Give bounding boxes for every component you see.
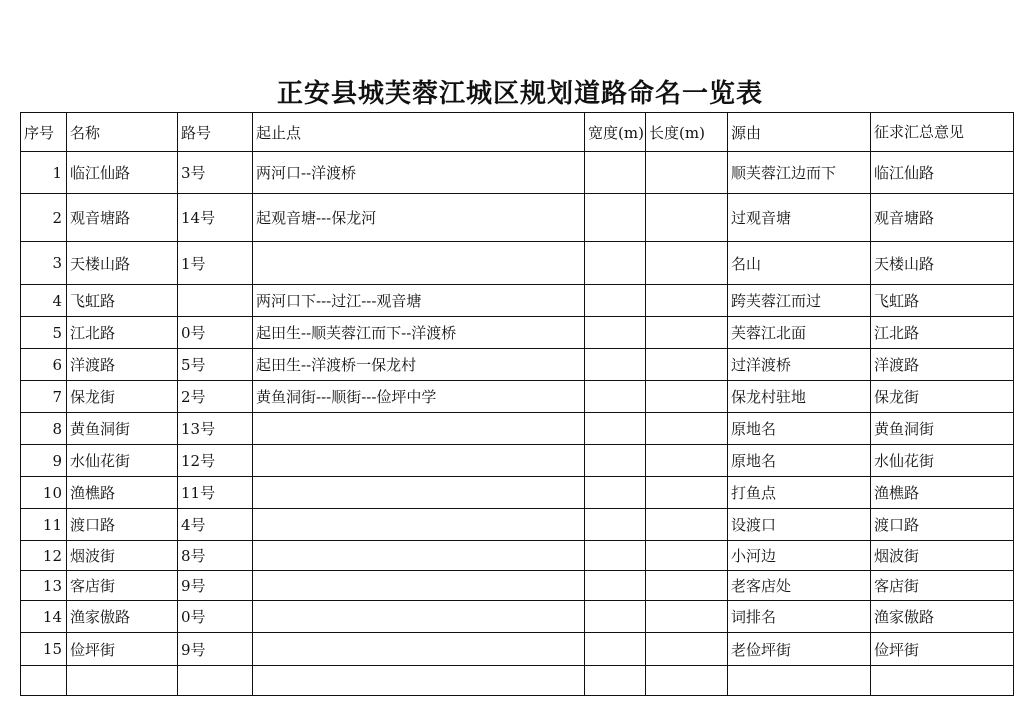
span-cell bbox=[253, 666, 585, 696]
table-row bbox=[21, 601, 1014, 633]
table-row bbox=[21, 349, 1014, 381]
span-cell: 起田生--洋渡桥一保龙村 bbox=[253, 349, 585, 381]
table-row bbox=[21, 509, 1014, 541]
page-title: 正安县城芙蓉江城区规划道路命名一览表 bbox=[276, 79, 763, 109]
origin-cell: 过观音塘 bbox=[728, 194, 871, 242]
span-cell bbox=[253, 509, 585, 541]
road-name-cell: 渡口路 bbox=[67, 509, 178, 541]
road-number-cell bbox=[178, 666, 253, 696]
table-header-row bbox=[21, 113, 1014, 152]
origin-cell: 跨芙蓉江而过 bbox=[728, 285, 871, 317]
table-row bbox=[21, 633, 1014, 666]
road-number-cell bbox=[178, 285, 253, 317]
length-cell bbox=[646, 242, 728, 285]
length-cell bbox=[646, 381, 728, 413]
span-cell: 两河口--洋渡桥 bbox=[253, 152, 585, 194]
road-number-cell: 14号 bbox=[178, 194, 253, 242]
row-no-cell: 10 bbox=[21, 477, 67, 509]
table-row bbox=[21, 152, 1014, 194]
width-cell bbox=[585, 349, 646, 381]
header-cell-origin: 源由 bbox=[728, 113, 871, 152]
width-cell bbox=[585, 445, 646, 477]
origin-cell: 名山 bbox=[728, 242, 871, 285]
road-name-cell: 保龙街 bbox=[67, 381, 178, 413]
road-number-cell: 9号 bbox=[178, 571, 253, 601]
length-cell bbox=[646, 601, 728, 633]
header-cell-no: 序号 bbox=[21, 113, 67, 152]
road-number-cell: 1号 bbox=[178, 242, 253, 285]
opinion-cell bbox=[871, 666, 1014, 696]
road-name-cell: 黄鱼洞街 bbox=[67, 413, 178, 445]
road-name-cell: 烟波街 bbox=[67, 541, 178, 571]
road-name-cell: 飞虹路 bbox=[67, 285, 178, 317]
span-cell bbox=[253, 571, 585, 601]
row-no-cell: 2 bbox=[21, 194, 67, 242]
origin-cell: 老客店处 bbox=[728, 571, 871, 601]
width-cell bbox=[585, 285, 646, 317]
length-cell bbox=[646, 285, 728, 317]
road-number-cell: 4号 bbox=[178, 509, 253, 541]
width-cell bbox=[585, 509, 646, 541]
row-no-cell: 6 bbox=[21, 349, 67, 381]
span-cell bbox=[253, 601, 585, 633]
table-row bbox=[21, 571, 1014, 601]
length-cell bbox=[646, 413, 728, 445]
width-cell bbox=[585, 413, 646, 445]
road-name-cell bbox=[67, 666, 178, 696]
row-no-cell: 4 bbox=[21, 285, 67, 317]
table-row bbox=[21, 194, 1014, 242]
road-number-cell: 9号 bbox=[178, 633, 253, 666]
opinion-cell: 观音塘路 bbox=[871, 194, 1014, 242]
road-name-cell: 江北路 bbox=[67, 317, 178, 349]
opinion-cell: 洋渡路 bbox=[871, 349, 1014, 381]
span-cell: 起观音塘---保龙河 bbox=[253, 194, 585, 242]
road-name-cell: 俭坪街 bbox=[67, 633, 178, 666]
span-cell: 起田生--顺芙蓉江而下--洋渡桥 bbox=[253, 317, 585, 349]
opinion-cell: 烟波街 bbox=[871, 541, 1014, 571]
width-cell bbox=[585, 242, 646, 285]
road-number-cell: 0号 bbox=[178, 601, 253, 633]
length-cell bbox=[646, 509, 728, 541]
length-cell bbox=[646, 541, 728, 571]
width-cell bbox=[585, 194, 646, 242]
origin-cell: 过洋渡桥 bbox=[728, 349, 871, 381]
opinion-cell: 渔家傲路 bbox=[871, 601, 1014, 633]
width-cell bbox=[585, 571, 646, 601]
width-cell bbox=[585, 381, 646, 413]
origin-cell: 老俭坪街 bbox=[728, 633, 871, 666]
span-cell bbox=[253, 477, 585, 509]
origin-cell: 芙蓉江北面 bbox=[728, 317, 871, 349]
span-cell bbox=[253, 445, 585, 477]
header-cell-length: 长度(m) bbox=[646, 113, 728, 152]
road-naming-table bbox=[20, 112, 1014, 696]
header-cell-name: 名称 bbox=[67, 113, 178, 152]
row-no-cell: 14 bbox=[21, 601, 67, 633]
row-no-cell: 11 bbox=[21, 509, 67, 541]
span-cell bbox=[253, 633, 585, 666]
span-cell: 两河口下---过江---观音塘 bbox=[253, 285, 585, 317]
opinion-cell: 飞虹路 bbox=[871, 285, 1014, 317]
span-cell bbox=[253, 541, 585, 571]
width-cell bbox=[585, 477, 646, 509]
road-name-cell: 客店街 bbox=[67, 571, 178, 601]
table-row bbox=[21, 242, 1014, 285]
road-number-cell: 2号 bbox=[178, 381, 253, 413]
road-number-cell: 0号 bbox=[178, 317, 253, 349]
width-cell bbox=[585, 152, 646, 194]
origin-cell: 小河边 bbox=[728, 541, 871, 571]
table-row bbox=[21, 317, 1014, 349]
opinion-cell: 水仙花街 bbox=[871, 445, 1014, 477]
opinion-cell: 天楼山路 bbox=[871, 242, 1014, 285]
road-number-cell: 13号 bbox=[178, 413, 253, 445]
origin-cell: 原地名 bbox=[728, 413, 871, 445]
width-cell bbox=[585, 541, 646, 571]
road-name-cell: 洋渡路 bbox=[67, 349, 178, 381]
table-row bbox=[21, 666, 1014, 696]
width-cell bbox=[585, 601, 646, 633]
opinion-cell: 俭坪街 bbox=[871, 633, 1014, 666]
header-cell-span: 起止点 bbox=[253, 113, 585, 152]
row-no-cell bbox=[21, 666, 67, 696]
span-cell bbox=[253, 242, 585, 285]
opinion-cell: 黄鱼洞街 bbox=[871, 413, 1014, 445]
length-cell bbox=[646, 477, 728, 509]
header-cell-width: 宽度(m) bbox=[585, 113, 646, 152]
width-cell bbox=[585, 633, 646, 666]
road-name-cell: 观音塘路 bbox=[67, 194, 178, 242]
opinion-cell: 客店街 bbox=[871, 571, 1014, 601]
opinion-cell: 渡口路 bbox=[871, 509, 1014, 541]
width-cell bbox=[585, 666, 646, 696]
row-no-cell: 5 bbox=[21, 317, 67, 349]
table-row bbox=[21, 413, 1014, 445]
road-name-cell: 临江仙路 bbox=[67, 152, 178, 194]
road-name-cell: 水仙花街 bbox=[67, 445, 178, 477]
opinion-cell: 保龙街 bbox=[871, 381, 1014, 413]
origin-cell: 词排名 bbox=[728, 601, 871, 633]
span-cell bbox=[253, 413, 585, 445]
length-cell bbox=[646, 633, 728, 666]
table-row bbox=[21, 477, 1014, 509]
origin-cell: 顺芙蓉江边而下 bbox=[728, 152, 871, 194]
length-cell bbox=[646, 571, 728, 601]
road-number-cell: 5号 bbox=[178, 349, 253, 381]
length-cell bbox=[646, 445, 728, 477]
origin-cell: 设渡口 bbox=[728, 509, 871, 541]
road-name-cell: 渔家傲路 bbox=[67, 601, 178, 633]
opinion-cell: 渔樵路 bbox=[871, 477, 1014, 509]
row-no-cell: 3 bbox=[21, 242, 67, 285]
road-number-cell: 12号 bbox=[178, 445, 253, 477]
table-row bbox=[21, 445, 1014, 477]
header-cell-opinion: 征求汇总意见 bbox=[871, 113, 1014, 152]
table-row bbox=[21, 541, 1014, 571]
length-cell bbox=[646, 666, 728, 696]
origin-cell: 原地名 bbox=[728, 445, 871, 477]
row-no-cell: 8 bbox=[21, 413, 67, 445]
length-cell bbox=[646, 349, 728, 381]
length-cell bbox=[646, 194, 728, 242]
row-no-cell: 12 bbox=[21, 541, 67, 571]
origin-cell bbox=[728, 666, 871, 696]
opinion-cell: 江北路 bbox=[871, 317, 1014, 349]
table-row bbox=[21, 285, 1014, 317]
length-cell bbox=[646, 317, 728, 349]
row-no-cell: 9 bbox=[21, 445, 67, 477]
row-no-cell: 7 bbox=[21, 381, 67, 413]
road-name-cell: 渔樵路 bbox=[67, 477, 178, 509]
row-no-cell: 13 bbox=[21, 571, 67, 601]
origin-cell: 打鱼点 bbox=[728, 477, 871, 509]
length-cell bbox=[646, 152, 728, 194]
opinion-cell: 临江仙路 bbox=[871, 152, 1014, 194]
road-number-cell: 11号 bbox=[178, 477, 253, 509]
road-number-cell: 8号 bbox=[178, 541, 253, 571]
span-cell: 黄鱼洞街---顺街---俭坪中学 bbox=[253, 381, 585, 413]
origin-cell: 保龙村驻地 bbox=[728, 381, 871, 413]
header-cell-road-no: 路号 bbox=[178, 113, 253, 152]
table-row bbox=[21, 381, 1014, 413]
width-cell bbox=[585, 317, 646, 349]
road-name-cell: 天楼山路 bbox=[67, 242, 178, 285]
road-number-cell: 3号 bbox=[178, 152, 253, 194]
row-no-cell: 15 bbox=[21, 633, 67, 666]
row-no-cell: 1 bbox=[21, 152, 67, 194]
